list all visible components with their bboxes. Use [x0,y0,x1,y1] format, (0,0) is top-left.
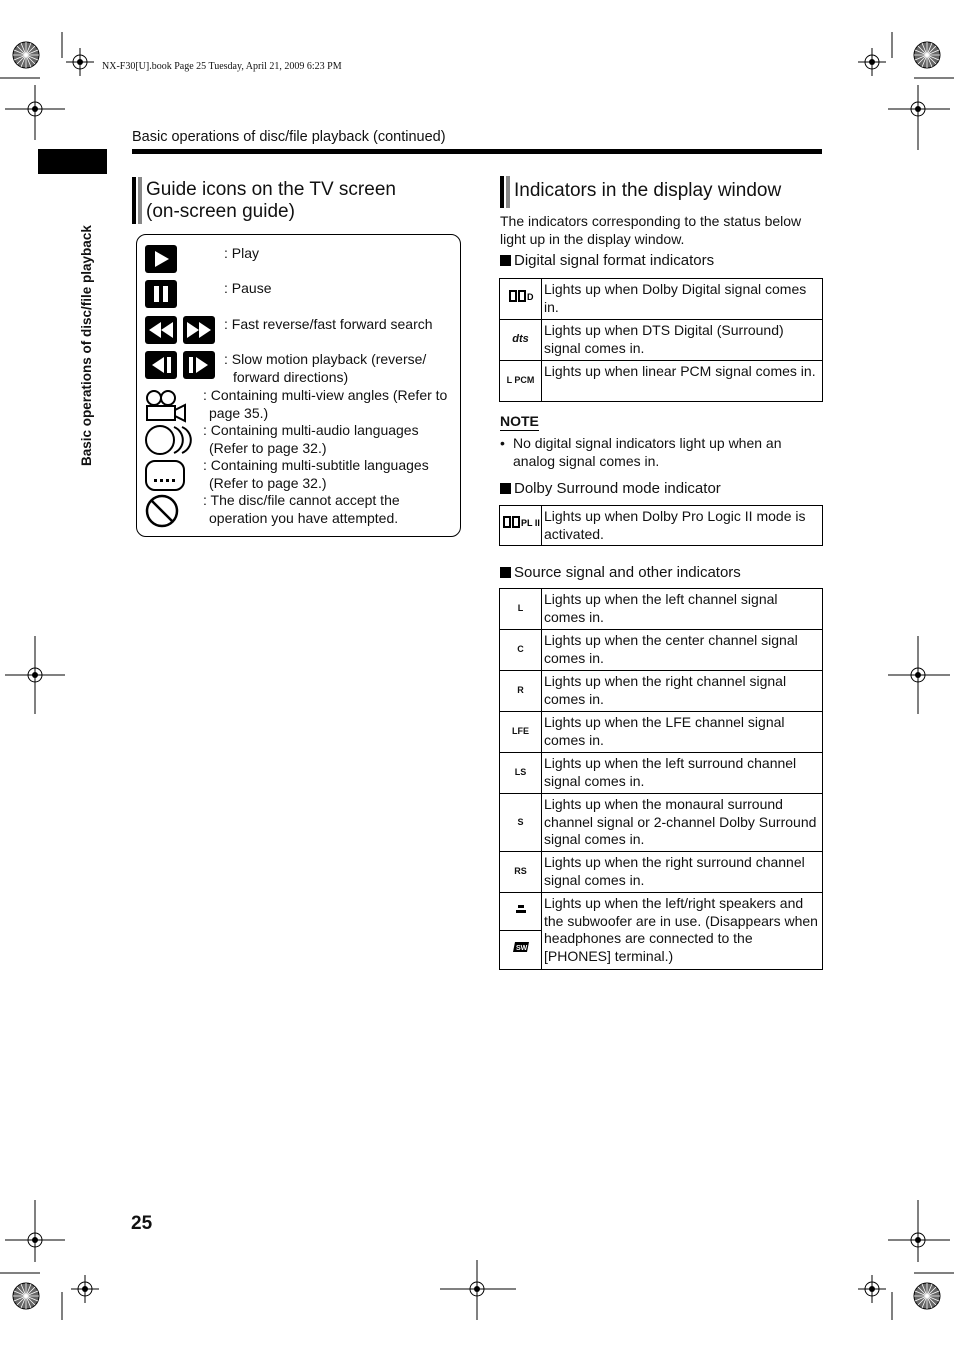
source-heading: Source signal and other indicators [500,564,741,581]
svg-text:PL II: PL II [520,518,540,529]
source-indicator-table [499,588,823,970]
svg-text:SW: SW [515,944,527,952]
guide-item-text: : Fast reverse/fast forward search [224,316,433,332]
guide-title-line2: (on-screen guide) [146,201,295,222]
ls-icon: LS [500,753,542,794]
dolby-digital-icon [500,279,542,320]
r-icon: R [500,671,542,712]
digital-heading: Digital signal format indicators [500,252,714,269]
table-row: S Lights up when the monaural surround channel signal or 2-channel Dolby Surround signal comes in. [500,794,823,852]
dts-icon: dts [500,320,542,361]
front-speakers-icon [500,893,542,931]
table-row: dts Lights up when DTS Digital (Surround) signal comes in. [500,320,823,361]
guide-item-text: : Play [224,245,260,261]
multi-angle-icon [144,388,188,424]
guide-section-title [132,177,396,224]
table-row: RS Lights up when the right surround channel signal comes in. [500,852,823,893]
multi-audio-icon [144,423,202,457]
lfe-icon: LFE [500,712,542,753]
note-title: NOTE [500,413,539,429]
side-label: Basic operations of disc/file playback [79,225,94,466]
indicators-intro: The indicators corresponding to the status below light up in the display window. [500,213,802,247]
guide-item-text: : Slow motion playback (reverse/ forward directions) [224,351,427,385]
guide-title-line1: Guide icons on the TV screen [146,179,396,200]
lpcm-icon: L PCM [500,361,542,402]
multi-subtitle-icon [144,459,188,493]
prohibited-icon [144,493,180,529]
indicators-title: Indicators in the display window [514,180,782,201]
table-row: LFE Lights up when the LFE channel signal comes in. [500,712,823,753]
s-icon: S [500,794,542,852]
guide-item-text: : The disc/file cannot accept the operation you have attempted. [203,492,400,526]
table-row: LS Lights up when the left surround channel signal comes in. [500,753,823,794]
dolby-surround-table [499,505,823,546]
page-number: 25 [131,1213,153,1234]
fast-forward-icon [182,315,216,345]
rs-icon: RS [500,852,542,893]
slow-reverse-icon [144,350,178,380]
pause-icon [144,279,178,309]
table-row: PL II Lights up when Dolby Pro Logic II mode is activated. [500,506,823,546]
side-tab [38,149,107,174]
guide-item-text: : Containing multi-view angles (Refer to page 35.) [203,387,448,421]
svg-text:D: D [526,291,533,302]
speakers-description: Lights up when the left/right speakers and the subwoofer are in use. (Disappears when headphones are connected to the [PHONES] terminal.) [542,893,823,970]
table-row: L Lights up when the left channel signal comes in. [500,589,823,630]
table-row: R Lights up when the right channel signal comes in. [500,671,823,712]
table-row: L PCM Lights up when linear PCM signal comes in. [500,361,823,402]
indicators-section-title [500,176,781,208]
guide-item-text: : Containing multi-audio languages (Refer to page 32.) [203,422,419,456]
table-row: D Lights up when Dolby Digital signal comes in. [500,279,823,320]
guide-item-text: : Containing multi-subtitle languages (Refer to page 32.) [203,457,429,491]
dolby-pl2-icon [500,506,542,546]
table-row [500,893,823,931]
subwoofer-icon [500,931,542,970]
digital-indicator-table [499,278,823,402]
guide-item-text: : Pause [224,280,272,296]
c-icon: C [500,630,542,671]
play-icon [144,244,178,274]
header-rule [132,149,822,154]
print-info: NX-F30[U].book Page 25 Tuesday, April 21, 2009 6:23 PM [102,61,342,72]
dolby-surround-heading: Dolby Surround mode indicator [500,480,721,497]
running-header: Basic operations of disc/file playback (continued) [132,129,446,145]
slow-forward-icon [182,350,216,380]
note-text: • No digital signal indicators light up when an analog signal comes in. [500,435,782,469]
l-icon: L [500,589,542,630]
table-row: C Lights up when the center channel signal comes in. [500,630,823,671]
fast-reverse-icon [144,315,178,345]
